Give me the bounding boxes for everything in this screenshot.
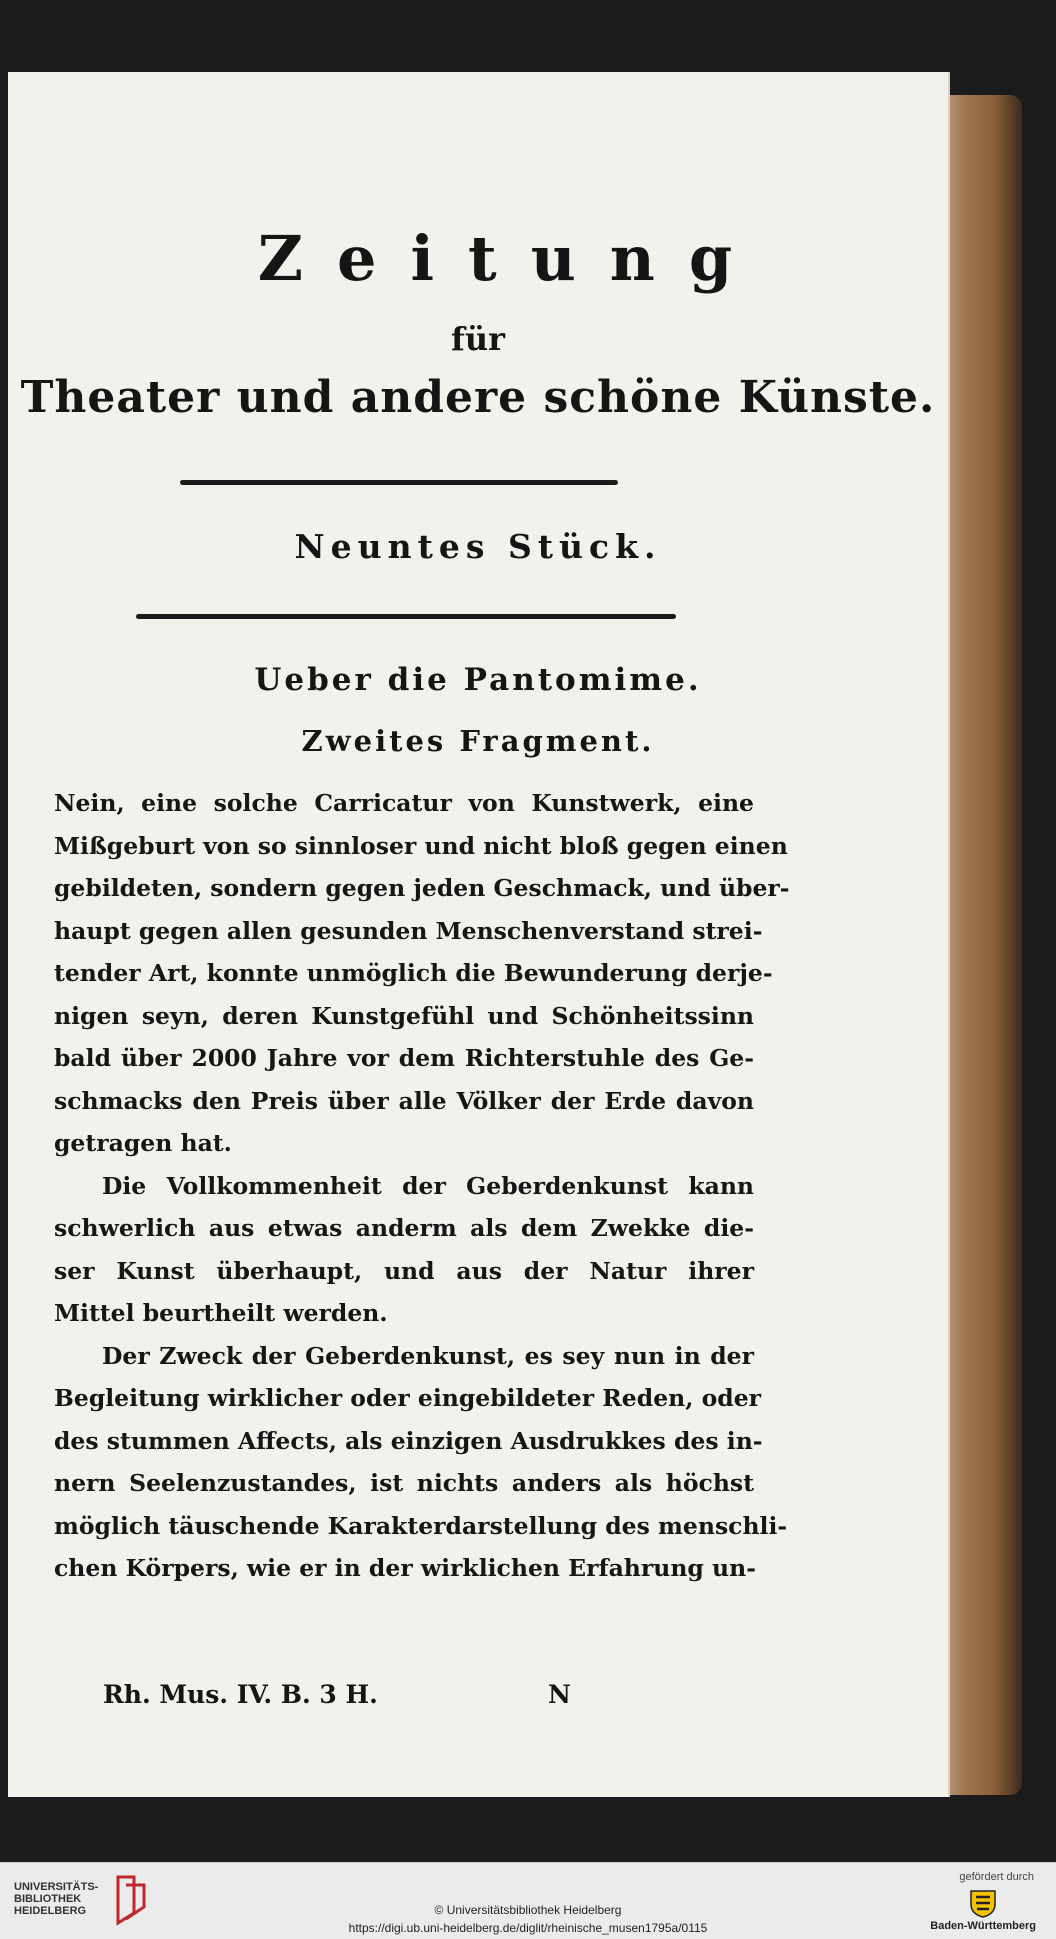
- body-line: getragen hat.: [54, 1129, 232, 1157]
- body-line: haupt gegen allen gesunden Menschenverstand strei-: [54, 916, 763, 945]
- article-subheading: Zweites Fragment.: [301, 724, 655, 758]
- signature-mark: N: [548, 1680, 571, 1709]
- body-line: Mittel beurtheilt werden.: [54, 1299, 388, 1327]
- masthead-subtitle: Theater und andere schöne Künste.: [20, 372, 936, 423]
- body-line: des stummen Affects, als einzigen Ausdrukkes des in-: [54, 1426, 763, 1455]
- logo-line: HEIDELBERG: [14, 1905, 87, 1917]
- page-footer: [103, 1680, 753, 1709]
- book-page: [8, 72, 950, 1797]
- body-line: bald über 2000 Jahre vor dem Richterstuhle des Ge-: [54, 1044, 754, 1072]
- volume-reference: Rh. Mus. IV. B. 3 H.: [103, 1680, 378, 1709]
- body-line: schwerlich aus etwas anderm als dem Zwekke die-: [54, 1214, 754, 1242]
- masthead-title: Zeitung: [257, 222, 767, 295]
- funding-label: gefördert durch: [959, 1871, 1034, 1883]
- body-line: gebildeten, sondern gegen jeden Geschmack, und über-: [54, 874, 790, 902]
- page-url[interactable]: https://digi.ub.uni-heidelberg.de/diglit/rheinische_musen1795a/0115: [348, 1921, 708, 1935]
- article-heading: Ueber die Pantomime.: [254, 662, 702, 698]
- issue-label: Neuntes Stück.: [294, 527, 662, 566]
- body-line: Begleitung wirklicher oder eingebildeter Reden, oder: [54, 1384, 762, 1412]
- masthead-fuer: für: [451, 320, 505, 358]
- bw-coat-of-arms-icon[interactable]: [966, 1888, 1000, 1918]
- body-line: nigen seyn, deren Kunstgefühl und Schönheitssinn: [54, 1001, 754, 1030]
- divider-bottom: [136, 614, 676, 619]
- logo-line: BIBLIOTHEK: [14, 1893, 82, 1905]
- body-line: schmacks den Preis über alle Völker der Erde davon: [54, 1086, 754, 1115]
- funder-name: Baden-Württemberg: [930, 1920, 1036, 1932]
- ub-logo-icon[interactable]: [110, 1873, 150, 1927]
- body-line: Nein, eine solche Carricatur von Kunstwerk, eine: [54, 789, 754, 817]
- body-line: möglich täuschende Karakterdarstellung des menschli-: [54, 1511, 788, 1540]
- divider-top: [180, 480, 618, 485]
- body-line: Die Vollkommenheit der Geberdenkunst kann: [102, 1171, 754, 1200]
- institution-bar: [0, 1862, 1056, 1939]
- body-line: nern Seelenzustandes, ist nichts anders als höchst: [54, 1469, 754, 1497]
- copyright-text: © Universitätsbibliothek Heidelberg: [434, 1903, 622, 1917]
- body-line: ser Kunst überhaupt, und aus der Natur ihrer: [54, 1256, 754, 1285]
- article-body: [54, 782, 790, 1590]
- body-line: tender Art, konnte unmöglich die Bewunderung derje-: [54, 959, 773, 987]
- logo-line: UNIVERSITÄTS-: [14, 1881, 99, 1893]
- body-line: chen Körpers, wie er in der wirklichen Erfahrung un-: [54, 1554, 756, 1582]
- body-line: Mißgeburt von so sinnloser und nicht bloß gegen einen: [54, 831, 788, 860]
- body-line: Der Zweck der Geberdenkunst, es sey nun in der: [102, 1341, 754, 1370]
